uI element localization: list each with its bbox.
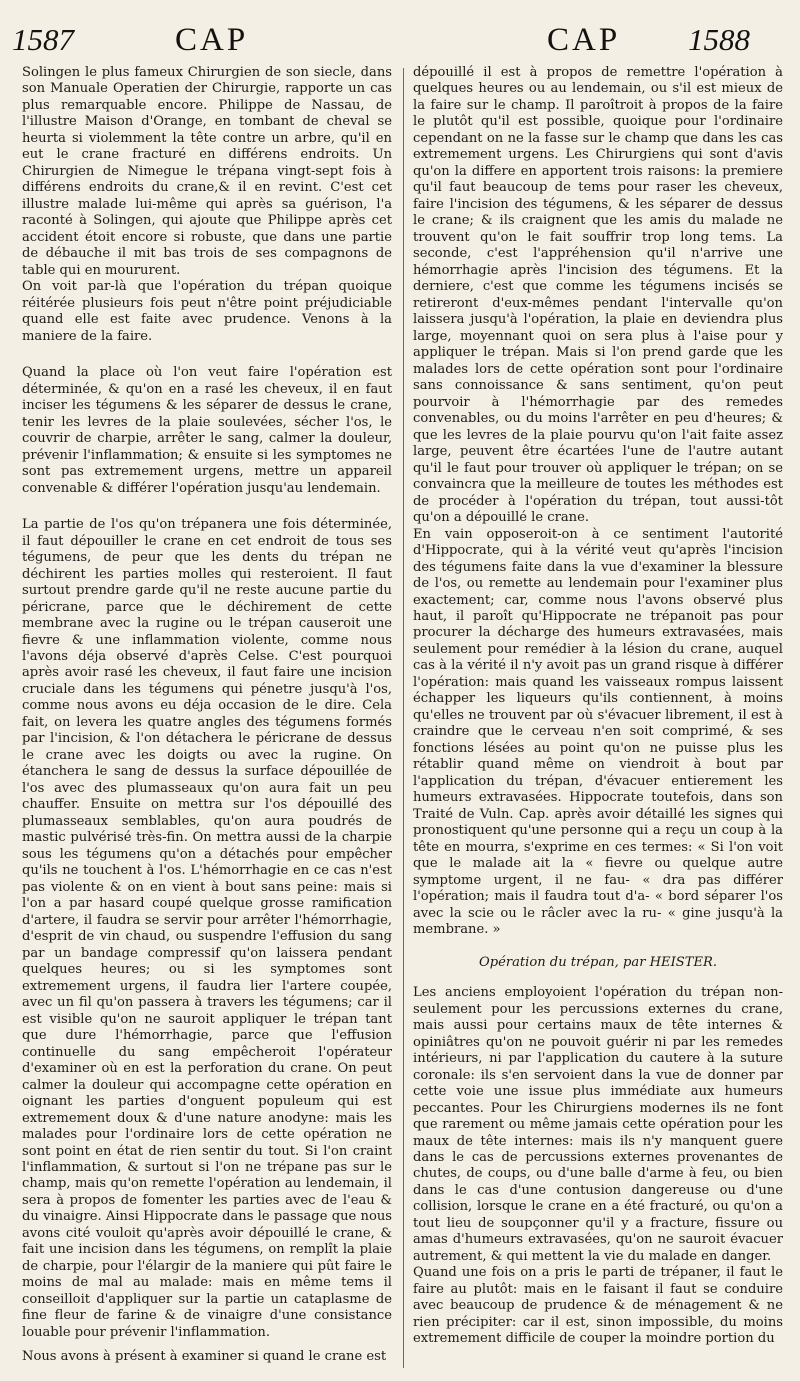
paragraph: En vain opposeroit-on à ce sentiment l'autorité d'Hippocrate, qui à la vérité veut qu'après l'incision des tégumens faite dans la vue d'examiner la blessure de l'os, ou remette au lendemain pour l'examiner plus exactement; car, comme nous l'avons observé plus haut, il paroît qu'Hippocrate ne trépanoit pas pour procurer la décharge des humeurs extravasées, mais seulement pour remédier à la lésion du crane, auquel cas à la vérité il n'y avoit pas un grand risque à différer l'opération: mais quand les vaisseaux rompus laissent échapper les liqueurs qu'ils contiennent, à moins qu'elles ne trouvent par où s'évacuer librement, il est à craindre que le cerveau n'en soit comprimé, & ses fonctions lésées au point qu'on ne puisse plus les rétablir quand même on viendroit à bout par l'application du trépan, d'évacuer entierement les humeurs extravasées. Hippocrate toutefois, dans son Traité de Vuln. Cap. après avoir détaillé les signes qui pronostiquent qu'une personne qui a reçu un coup à la tête en mourra, s'exprime en ces termes: « Si l'on voit que le malade ait la « fievre ou quelque autre symptome urgent, il ne fau- « dra pas différer l'opération; mais il faudra tout d'a- « bord séparer l'os avec la scie ou le râcler avec la ru- « gine jusqu'à la membrane. » bbox=[413, 526, 783, 938]
paragraph: dépouillé il est à propos de remettre l'opération à quelques heures ou au lendemain, ou s'il est mieux de la faire sur le champ. Il paroîtroit à propos de la faire le plutôt qu'il est possible, quoique pour l'ordinaire cependant on ne la fasse sur le champ que dans les cas extremement urgens. Les Chirurgiens qui sont d'avis qu'on la differe en apportent trois raisons: la premiere qu'il faut beaucoup de tems pour raser les cheveux, faire l'incision des tégumens, & les séparer de dessus le crane; & ils craignent que les amis du malade ne trouvent qu'on le fait souffrir trop long tems. La seconde, c'est l'appréhension qu'il n'arrive une hémorrhagie après l'incision des tégumens. Et la derniere, c'est que comme les tégumens incisés se retireront d'eux-mêmes pendant l'intervalle qu'on laissera jusqu'à l'opération, la plaie en deviendra plus large, moyennant quoi on sera plus à l'aise pour y appliquer le trépan. Mais si l'on prend garde que les malades lors de cette opération sont pour l'ordinaire sans connoissance & sans sentiment, qu'on peut pourvoir à l'hémorrhagie par des remedes convenables, ou du moins l'arrêter en peu d'heures; & que les levres de la plaie pourvu qu'on l'ait faite assez large, peuvent être écartées l'une de l'autre autant qu'il le faut pour trouver où appliquer le trépan; on se convaincra que la meilleure de toutes les méthodes est de procéder à l'opération du trépan, tout aussi-tôt qu'on a dépouillé le crane. bbox=[413, 65, 783, 526]
paragraph: Nous avons à présent à examiner si quand le crane est bbox=[22, 1349, 387, 1365]
column-rule bbox=[403, 68, 404, 1368]
running-head-right: CAP bbox=[547, 22, 621, 58]
section-heading: Opération du trépan, par HEISTER. bbox=[478, 954, 718, 970]
paragraph: Quand la place où l'on veut faire l'opération est déterminée, & qu'on en a rasé les cheveux, il en faut inciser les tégumens & les séparer de dessus le crane, tenir les levres de la plaie soulevées, sécher l'os, le couvrir de charpie, arrêter le sang, calmer la douleur, prévenir l'inflammation; & ensuite si les symptomes ne sont pas extremement urgens, mettre un appareil convenable & différer l'opération jusqu'au lendemain. bbox=[22, 365, 392, 496]
paragraph: Quand une fois on a pris le parti de trépaner, il faut le faire au plutôt: mais en le faisant il faut se conduire avec beaucoup de prudence & de ménagement & ne rien précipiter: car il est, sinon impossible, du moins extremement difficile de couper la moindre portion du bbox=[413, 1265, 783, 1347]
right-column bbox=[413, 65, 783, 1348]
page-number-right: 1588 bbox=[688, 22, 750, 57]
paragraph: On voit par-là que l'opération du trépan quoique réitérée plusieurs fois peut n'être point préjudiciable quand elle est faite avec prudence. Venons à la maniere de la faire. bbox=[22, 279, 392, 344]
page-number-left: 1587 bbox=[12, 22, 74, 57]
running-head-left: CAP bbox=[175, 22, 249, 58]
paragraph: La partie de l'os qu'on trépanera une fois déterminée, il faut dépouiller le crane en cet endroit de tous ses tégumens, de peur que les dents du trépan ne déchirent les parties molles qui resteroient. Il faut surtout prendre garde qu'il ne reste aucune partie du péricrane, parce que le déchirement de cette membrane avec la rugine ou le trépan causeroit une fievre & une inflammation violente, comme nous l'avons déja observé d'après Celse. C'est pourquoi après avoir rasé les cheveux, il faut faire une incision cruciale dans les tégumens qui pénetre jusqu'à l'os, comme nous avons eu déja occasion de le dire. Cela fait, on levera les quatre angles des tégumens formés par l'incision, & l'on détachera le péricrane de dessus le crane avec les doigts ou avec la rugine. On étanchera le sang de dessus la surface dépouillée de l'os avec des plumasseaux qu'on aura fait un peu chauffer. Ensuite on mettra sur l'os dépouillé des plumasseaux semblables, qu'on aura poudrés de mastic pulvérisé très-fin. On mettra aussi de la charpie sous les tégumens qu'on a détachés pour empêcher qu'ils ne touchent à l'os. L'hémorrhagie en ce cas n'est pas violente & on en vient à bout sans peine: mais si l'on a par hasard coupé quelque grosse ramification d'artere, il faudra se servir pour arrêter l'hémorrhagie, d'esprit de vin chaud, ou suspendre l'effusion du sang par un bandage compressif qu'on laissera pendant quelques heures; ou si les symptomes sont extremement urgens, il faudra lier l'artere coupée, avec un fil qu'on passera à travers les tégumens; car il est visible qu'on ne sauroit appliquer le trépan tant que dure l'hémorrhagie, parce que l'effusion continuelle du sang empêcheroit l'opérateur d'examiner où en est la perforation du crane. On peut calmer la douleur qui accompagne cette opération en oignant les parties d'onguent populeum qui est extremement doux & d'une nature anodyne: mais les malades pour l'ordinaire lors de cette opération ne sont point en état de rien sentir du tout. Si l'on craint l'inflammation, & surtout si l'on ne trépane pas sur le champ, mais qu'on remette l'opération au lendemain, il sera à propos de fomenter les parties avec de l'eau & du vinaigre. Ainsi Hippocrate dans le passage que nous avons cité vouloit qu'après avoir dépouillé le crane, & fait une incision dans les tégumens, on remplît la plaie de charpie, pour l'élargir de la maniere qui pût faire le moins de mal au malade: mais en même tems il conseilloit d'appliquer sur la partie un cataplasme de fine fleur de farine & de vinaigre d'une consistance louable pour prévenir l'inflammation. bbox=[22, 517, 392, 1340]
left-column bbox=[22, 65, 392, 1366]
paragraph: Les anciens employoient l'opération du trépan non-seulement pour les percussions externes du crane, mais aussi pour certains maux de tête internes & opiniâtres qu'on ne pouvoit guérir ni par les remedes intérieurs, ni par l'application du cautere à la suture coronale: ils s'en servoient dans la vue de donner par cette voie une issue plus immédiate aux humeurs peccantes. Pour les Chirurgiens modernes ils ne font que rarement ou même jamais cette opération pour les maux de tête internes: mais ils n'y manquent guere dans le cas de percussions externes provenantes de chutes, de coups, ou d'une balle d'arme à feu, ou bien dans le cas d'une contusion dangereuse ou d'une collision, lorsque le crane en a été fracturé, ou qu'on a tout lieu de soupçonner qu'il y a fracture, fissure ou amas d'humeurs extravasées, qu'on ne sauroit évacuer autrement, & qui mettent la vie du malade en danger. bbox=[413, 985, 783, 1264]
paragraph: Solingen le plus fameux Chirurgien de son siecle, dans son Manuale Operatien der Chirurgie, rapporte un cas plus remarquable encore. Philippe de Nassau, de l'illustre Maison d'Orange, en tombant de cheval se heurta si violemment la tête contre un arbre, qu'il en eut le crane fracturé en différens endroits. Un Chirurgien de Nimegue le trépana vingt-sept fois à différens endroits du crane,& il en revint. C'est cet illustre malade lui-même qui après sa guérison, l'a raconté à Solingen, qui ajoute que Philippe après cet accident étoit encore si robuste, que dans une partie de débauche il mit bas trois de ses compagnons de table qui en moururent. bbox=[22, 65, 392, 278]
